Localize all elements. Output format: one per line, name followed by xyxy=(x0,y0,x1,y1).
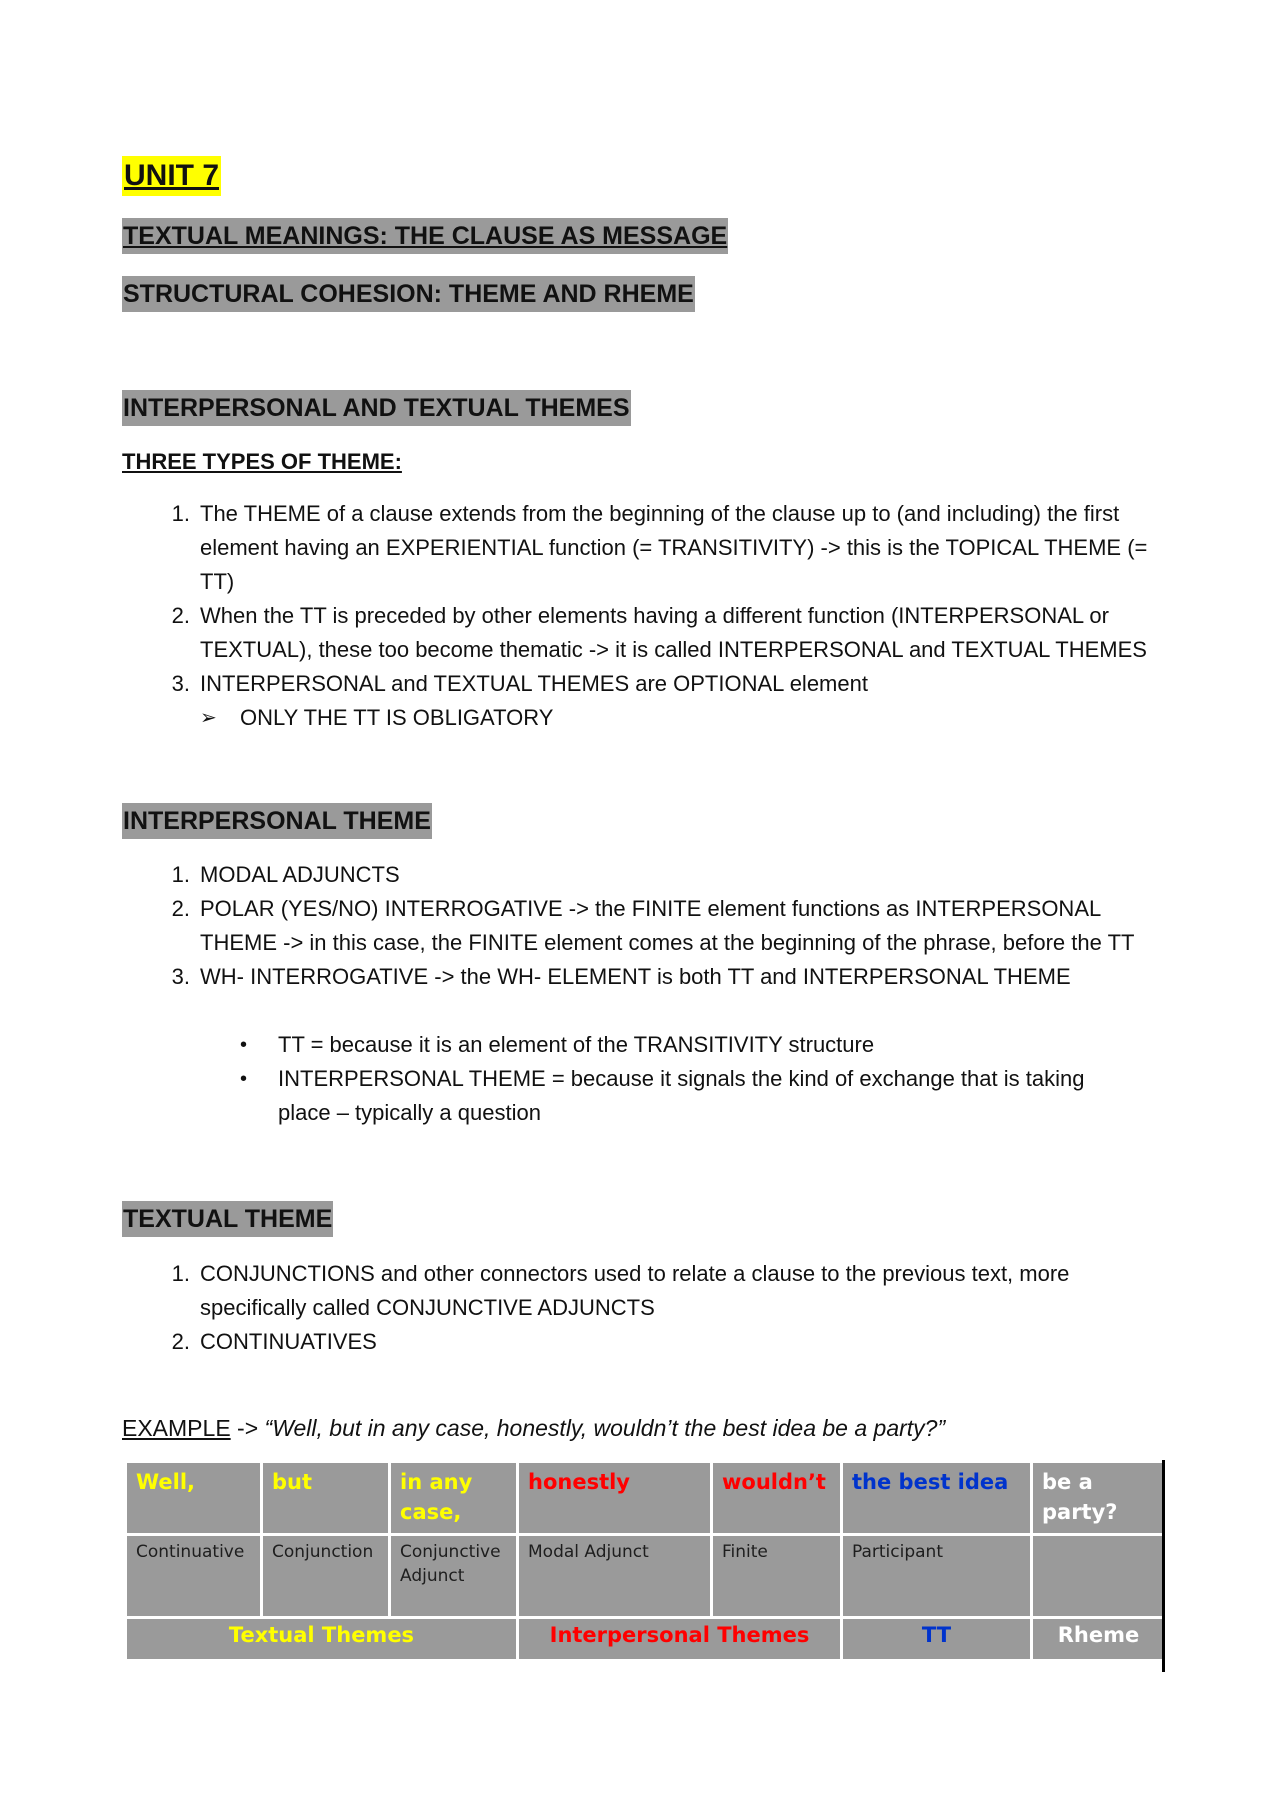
obligatory-note xyxy=(200,701,1280,735)
interpersonal-list xyxy=(171,858,1170,994)
list-text: CONJUNCTIONS and other connectors used to relate a clause to the previous text, more specifically called CONJUNCTIVE ADJUNCTS xyxy=(200,1261,1070,1320)
list-item xyxy=(171,599,1170,667)
bullet-icon: • xyxy=(240,1068,248,1090)
word-cell: wouldn’t xyxy=(712,1462,842,1535)
section-title-interpersonal: INTERPERSONAL THEME xyxy=(122,803,432,839)
rheme-cell: Rheme xyxy=(1032,1618,1166,1661)
wh-bullet-list xyxy=(240,1028,1128,1130)
unit-title: UNIT 7 xyxy=(122,156,221,196)
list-item xyxy=(171,960,1170,994)
list-text: WH- INTERROGATIVE -> the WH- ELEMENT is both TT and INTERPERSONAL THEME xyxy=(200,964,1071,989)
list-number: 2. xyxy=(171,896,190,921)
table-row-functions xyxy=(126,1535,1166,1618)
list-number: 2. xyxy=(171,1329,190,1354)
word-cell: Well, xyxy=(126,1462,262,1535)
list-item xyxy=(171,892,1170,960)
function-cell: Finite xyxy=(712,1535,842,1618)
example-arrow: -> xyxy=(230,1415,265,1441)
obligatory-note-text: ONLY THE TT IS OBLIGATORY xyxy=(240,705,554,730)
three-types-list xyxy=(171,497,1170,701)
word-cell: the best idea xyxy=(842,1462,1032,1535)
table-row-words xyxy=(126,1462,1166,1535)
list-number: 2. xyxy=(171,603,190,628)
section-title-interpersonal-textual: INTERPERSONAL AND TEXTUAL THEMES xyxy=(122,390,631,426)
list-text: CONTINUATIVES xyxy=(200,1329,377,1354)
bullet-icon: • xyxy=(240,1034,248,1056)
bullet-text: TT = because it is an element of the TRANSITIVITY structure xyxy=(278,1032,875,1057)
textual-themes-cell: Textual Themes xyxy=(126,1618,518,1661)
bullet-text: INTERPERSONAL THEME = because it signals the kind of exchange that is taking place – typically a question xyxy=(278,1066,1085,1125)
function-cell: Modal Adjunct xyxy=(518,1535,712,1618)
table-row-themes xyxy=(126,1618,1166,1661)
function-cell xyxy=(1032,1535,1166,1618)
function-cell: Conjunction xyxy=(262,1535,390,1618)
interpersonal-themes-cell: Interpersonal Themes xyxy=(518,1618,842,1661)
table-right-border xyxy=(1162,1460,1165,1672)
list-item xyxy=(171,497,1170,599)
list-text: The THEME of a clause extends from the beginning of the clause up to (and including) the first element having an EXPERIENTIAL function (= TRANSITIVITY) -> this is the TOPICAL THEME (= TT) xyxy=(200,501,1148,594)
list-item xyxy=(171,667,1170,701)
list-item xyxy=(171,1325,1170,1359)
list-number: 1. xyxy=(171,862,190,887)
arrow-bullet-icon: ➢ xyxy=(200,707,217,729)
list-number: 1. xyxy=(171,1261,190,1286)
word-cell: be a party? xyxy=(1032,1462,1166,1535)
function-cell: Continuative xyxy=(126,1535,262,1618)
list-text: INTERPERSONAL and TEXTUAL THEMES are OPTIONAL element xyxy=(200,671,868,696)
heading-structural-cohesion: STRUCTURAL COHESION: THEME AND RHEME xyxy=(122,276,695,312)
heading-textual-meanings: TEXTUAL MEANINGS: THE CLAUSE AS MESSAGE xyxy=(122,218,728,254)
example-label: EXAMPLE xyxy=(122,1415,231,1441)
list-item xyxy=(171,1257,1170,1325)
example-line xyxy=(122,1411,945,1445)
list-text: When the TT is preceded by other elements having a different function (INTERPERSONAL or TEXTUAL), these too become thematic -> it is called INTERPERSONAL and TEXTUAL THEMES xyxy=(200,603,1147,662)
example-quote: “Well, but in any case, honestly, wouldn’t the best idea be a party?” xyxy=(264,1415,946,1441)
theme-analysis-table xyxy=(124,1460,1167,1662)
bullet-item xyxy=(240,1028,1128,1062)
three-types-subtitle: THREE TYPES OF THEME: xyxy=(122,449,402,474)
textual-list xyxy=(171,1257,1170,1359)
list-text: MODAL ADJUNCTS xyxy=(200,862,400,887)
word-cell: but xyxy=(262,1462,390,1535)
function-cell: Conjunctive Adjunct xyxy=(390,1535,518,1618)
list-text: POLAR (YES/NO) INTERROGATIVE -> the FINITE element functions as INTERPERSONAL THEME -> in this case, the FINITE element comes at the beginning of the phrase, before the TT xyxy=(200,896,1135,955)
list-number: 3. xyxy=(171,964,190,989)
list-item xyxy=(171,858,1170,892)
word-cell: honestly xyxy=(518,1462,712,1535)
bullet-item xyxy=(240,1062,1128,1130)
section-title-textual: TEXTUAL THEME xyxy=(122,1201,333,1237)
topical-theme-cell: TT xyxy=(842,1618,1032,1661)
word-cell: in any case, xyxy=(390,1462,518,1535)
function-cell: Participant xyxy=(842,1535,1032,1618)
list-number: 1. xyxy=(171,501,190,526)
list-number: 3. xyxy=(171,671,190,696)
